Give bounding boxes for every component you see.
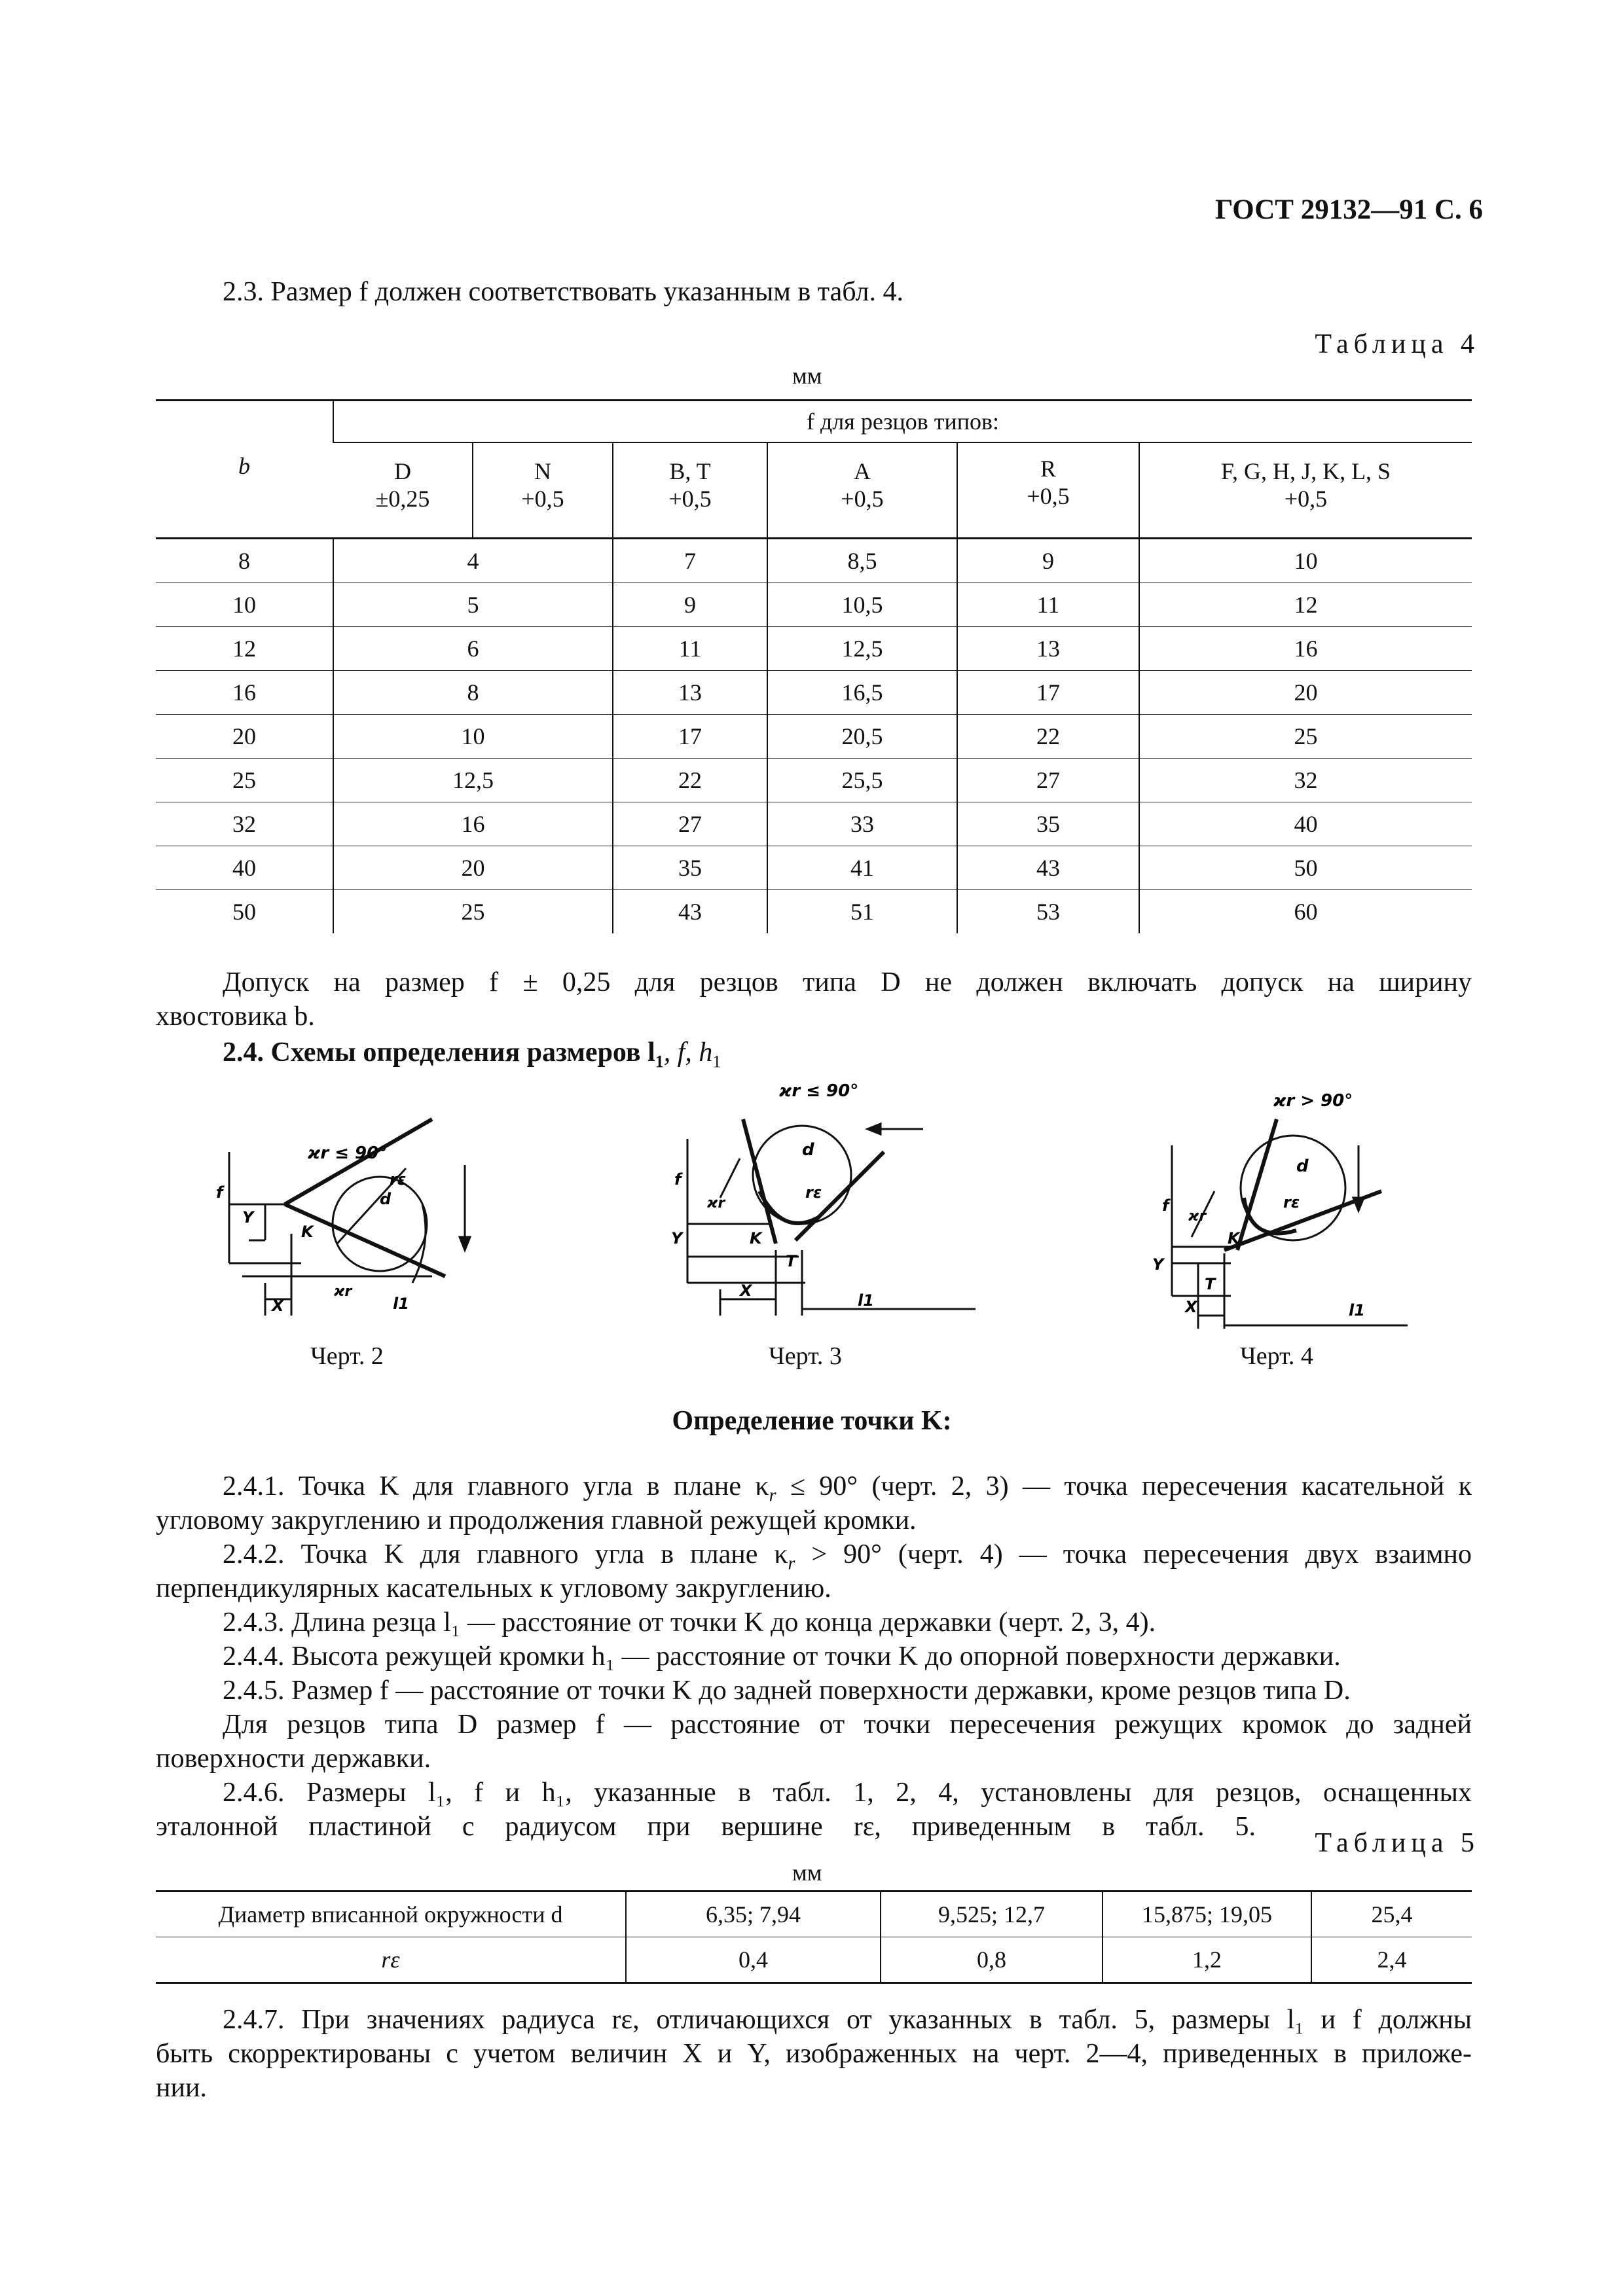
fig2-label-x: X: [272, 1297, 284, 1315]
fig3-label-l1: l1: [858, 1291, 874, 1310]
paragraph-2-4-1-line1: 2.4.1. Точка K для главного угла в плане $\kappa_r \le 90^\circ$ (черт. 2, 3) — точка пересечения касательной к: [223, 1471, 1472, 1506]
table-cell: 32: [1139, 759, 1472, 802]
fig2-angle: ϰr ≤ 90°: [308, 1143, 388, 1163]
table-cell: 9: [957, 539, 1139, 583]
table-cell: 13: [957, 627, 1139, 671]
table-cell: 35: [957, 802, 1139, 846]
paragraph-2-4-6-line1: 2.4.6. Размеры l₁, f и h₁, указанные в табл. 1, 2, 4, установлены для резцов, оснащенных: [223, 1778, 1472, 1808]
table-row: [156, 627, 1472, 671]
table-cell: 40: [156, 846, 333, 890]
table-cell: 5: [333, 583, 613, 627]
table-cell: 27: [613, 802, 767, 846]
t5-r-4: 2,4: [1311, 1937, 1472, 1983]
table-cell: 25: [333, 890, 613, 934]
group-header: f для резцов типов:: [333, 401, 1472, 443]
table-cell: 40: [1139, 802, 1472, 846]
table-cell: 27: [957, 759, 1139, 802]
paragraph-2-4-5-line3: поверхности державки.: [156, 1744, 431, 1774]
fig3-label-x: X: [740, 1282, 752, 1300]
paragraph-2-4-2-line2: перпендикулярных касательных к угловому закруглению.: [156, 1573, 831, 1604]
table-cell: 20: [156, 715, 333, 759]
table-cell: 16: [333, 802, 613, 846]
table-cell: 43: [613, 890, 767, 934]
figure-3-diagram: [668, 1067, 995, 1329]
table-cell: 25: [156, 759, 333, 802]
fig2-label-k: K: [301, 1223, 314, 1241]
fig4-label-re: rε: [1283, 1193, 1300, 1211]
fig4-label-f: f: [1162, 1196, 1169, 1215]
table-cell: 6: [333, 627, 613, 671]
fig4-label-t: T: [1205, 1275, 1216, 1293]
paragraph-2-4-7-line3: нии.: [156, 2073, 207, 2103]
paragraph-2-4-7-line2: быть скорректированы с учетом величин X и Y, изображенных на черт. 2—4, приведенных в приложе-: [156, 2039, 1472, 2069]
t5-d-3: 15,875; 19,05: [1103, 1892, 1311, 1937]
col-fghjkls-header: F, G, H, J, K, L, S +0,5: [1139, 442, 1472, 539]
paragraph-2-4-1-line2: угловому закруглению и продолжения главной режущей кромки.: [156, 1505, 917, 1535]
point-k-heading: Определение точки K:: [672, 1406, 952, 1436]
table-cell: 11: [957, 583, 1139, 627]
fig2-label-f: f: [216, 1183, 223, 1202]
table-row: [156, 671, 1472, 715]
table-cell: 35: [613, 846, 767, 890]
table-cell: 10: [333, 715, 613, 759]
fig2-label-y: Y: [242, 1208, 254, 1227]
figure-2-diagram: [216, 1113, 491, 1329]
table-cell: 17: [613, 715, 767, 759]
table-cell: 32: [156, 802, 333, 846]
table-cell: 10,5: [767, 583, 957, 627]
table-row: [156, 539, 1472, 583]
table-row: [156, 583, 1472, 627]
table-cell: 8: [333, 671, 613, 715]
paragraph-2-4-6-line2: эталонной пластиной с радиусом при вершине rε, приведенным в табл. 5.: [156, 1812, 1256, 1842]
fig2-label-d: d: [380, 1190, 392, 1208]
table-cell: 10: [1139, 539, 1472, 583]
fig4-label-y: Y: [1152, 1255, 1164, 1274]
heading-2-4: 2.4. Схемы определения размеров $l_1$, f, $h_1$: [223, 1037, 721, 1071]
table-cell: 8,5: [767, 539, 957, 583]
table-cell: 20: [333, 846, 613, 890]
col-n-header: N +0,5: [473, 442, 613, 539]
table-cell: 20,5: [767, 715, 957, 759]
paragraph-2-4-2-line1: 2.4.2. Точка K для главного угла в плане $\kappa_r > 90^\circ$ (черт. 4) — точка пересечения двух взаимно: [223, 1539, 1472, 1574]
table-cell: 13: [613, 671, 767, 715]
col-bt-header: B, T +0,5: [613, 442, 767, 539]
tolerance-note-line1: Допуск на размер f ± 0,25 для резцов типа D не должен включать допуск на ширину: [223, 967, 1472, 997]
table5-label: Таблица 5: [1315, 1828, 1480, 1858]
table-cell: 12: [156, 627, 333, 671]
table-cell: 12,5: [767, 627, 957, 671]
table-cell: 60: [1139, 890, 1472, 934]
table-4: [156, 399, 1472, 933]
table-cell: 50: [1139, 846, 1472, 890]
fig2-label-kr: ϰr: [334, 1283, 352, 1300]
table-cell: 22: [957, 715, 1139, 759]
fig3-label-t: T: [786, 1252, 797, 1270]
table-cell: 10: [156, 583, 333, 627]
fig3-label-f: f: [674, 1170, 682, 1189]
table-cell: 7: [613, 539, 767, 583]
col-d-header: D ±0,25: [375, 458, 430, 512]
table-5: [156, 1890, 1472, 1984]
paragraph-2-4-4: 2.4.4. Высота режущей кромки h₁ — расстояние от точки K до опорной поверхности державки.: [223, 1641, 1341, 1672]
table-cell: 53: [957, 890, 1139, 934]
t5-r-1: 0,4: [626, 1937, 881, 1983]
fig3-label-k: K: [750, 1229, 762, 1247]
table-cell: 50: [156, 890, 333, 934]
fig4-label-d: d: [1296, 1157, 1309, 1176]
table-cell: 12,5: [333, 759, 613, 802]
table-cell: 9: [613, 583, 767, 627]
t5-d-4: 25,4: [1311, 1892, 1472, 1937]
fig4-label-k: K: [1228, 1229, 1240, 1247]
fig3-label-y: Y: [671, 1229, 683, 1247]
table-cell: 22: [613, 759, 767, 802]
paragraph-2-4-3: 2.4.3. Длина резца l₁ — расстояние от точки K до конца державки (черт. 2, 3, 4).: [223, 1607, 1156, 1638]
fig2-label-re: rε: [390, 1170, 407, 1189]
table-row: [156, 715, 1472, 759]
table-row: [156, 846, 1472, 890]
table-row: [156, 802, 1472, 846]
fig4-label-l1: l1: [1349, 1301, 1365, 1319]
paragraph-2-3: 2.3. Размер f должен соответствовать указанным в табл. 4.: [223, 277, 903, 307]
table-cell: 16: [1139, 627, 1472, 671]
fig3-angle: ϰr ≤ 90°: [779, 1081, 859, 1101]
col-r-header: R +0,5: [957, 442, 1139, 539]
t5-label-r: rε: [156, 1937, 626, 1983]
t5-r-3: 1,2: [1103, 1937, 1311, 1983]
fig4-label-x: X: [1185, 1298, 1197, 1316]
paragraph-2-4-5: 2.4.5. Размер f — расстояние от точки K до задней поверхности державки, кроме резцов типа D.: [223, 1676, 1351, 1706]
table-cell: 8: [156, 539, 333, 583]
table-cell: 11: [613, 627, 767, 671]
fig3-label-d: d: [802, 1140, 814, 1160]
table-cell: 17: [957, 671, 1139, 715]
fig4-label-kr: ϰr: [1188, 1208, 1207, 1225]
fig3-label-re: rε: [805, 1183, 822, 1202]
table4-body: [156, 539, 1472, 934]
t5-r-2: 0,8: [881, 1937, 1103, 1983]
t5-d-2: 9,525; 12,7: [881, 1892, 1103, 1937]
fig2-label-l1: l1: [393, 1295, 409, 1313]
table4-unit: мм: [792, 363, 822, 389]
figure-2-caption: Черт. 2: [310, 1342, 384, 1370]
table-row: [156, 759, 1472, 802]
figure-4-diagram: [1133, 1073, 1427, 1335]
figure-4-caption: Черт. 4: [1240, 1342, 1313, 1370]
table-cell: 25,5: [767, 759, 957, 802]
table-cell: 20: [1139, 671, 1472, 715]
tolerance-note-line2: хвостовика b.: [156, 1001, 315, 1031]
table4-label: Таблица 4: [1315, 329, 1480, 359]
row-header-b: b: [156, 401, 333, 539]
page-header: ГОСТ 29132—91 С. 6: [1214, 194, 1483, 225]
table-cell: 33: [767, 802, 957, 846]
table-cell: 12: [1139, 583, 1472, 627]
t5-label-d: Диаметр вписанной окружности d: [156, 1892, 626, 1937]
fig3-label-kr: ϰr: [707, 1195, 725, 1211]
t5-d-1: 6,35; 7,94: [626, 1892, 881, 1937]
table-cell: 51: [767, 890, 957, 934]
paragraph-2-4-7-line1: 2.4.7. При значениях радиуса rε, отличающихся от указанных в табл. 5, размеры l₁ и f должны: [223, 2005, 1472, 2035]
table-cell: 4: [333, 539, 613, 583]
table-cell: 25: [1139, 715, 1472, 759]
figure-3-caption: Черт. 3: [769, 1342, 842, 1370]
table-cell: 16,5: [767, 671, 957, 715]
col-a-header: A +0,5: [767, 442, 957, 539]
paragraph-2-4-5-line2: Для резцов типа D размер f — расстояние от точки пересечения режущих кромок до задней: [223, 1710, 1472, 1740]
table-row: [156, 890, 1472, 934]
table-cell: 43: [957, 846, 1139, 890]
table5-unit: мм: [792, 1859, 822, 1886]
table-cell: 16: [156, 671, 333, 715]
fig4-angle: ϰr > 90°: [1273, 1091, 1353, 1111]
table-cell: 41: [767, 846, 957, 890]
